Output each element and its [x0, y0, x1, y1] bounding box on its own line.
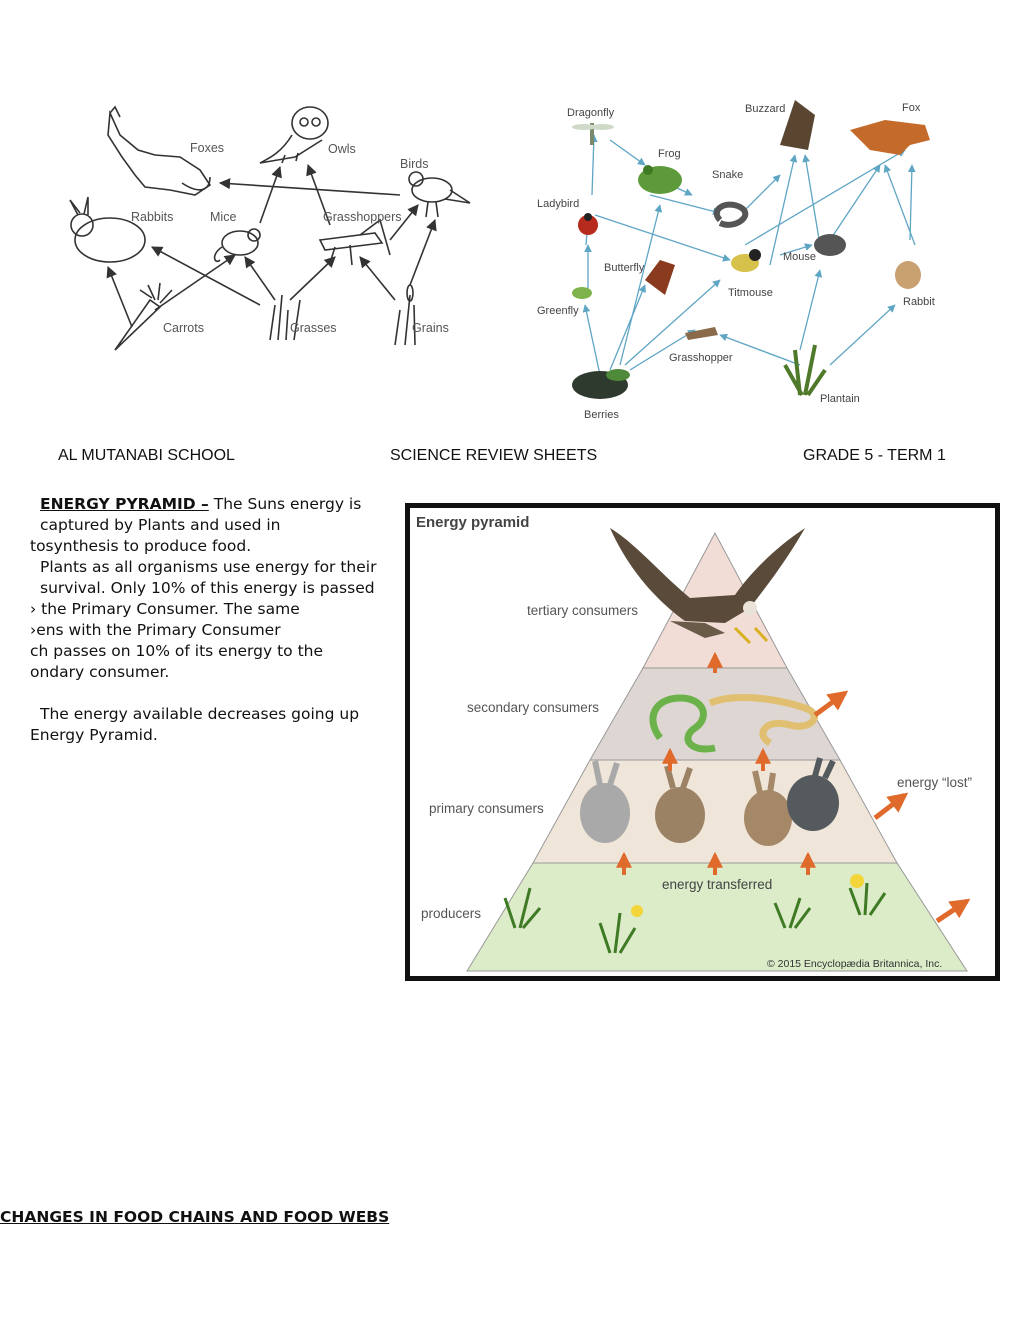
butterfly-icon: [645, 260, 675, 295]
label-plantain: Plantain: [820, 393, 860, 405]
bird-drawing: [409, 172, 470, 217]
mouse-drawing: [215, 229, 260, 261]
food-web-complex: [530, 95, 950, 430]
label-dragonfly: Dragonfly: [567, 107, 615, 119]
label-producers: producers: [421, 906, 482, 921]
label-owls: Owls: [328, 142, 356, 156]
label-frog: Frog: [658, 148, 681, 160]
label-berries: Berries: [584, 409, 619, 421]
label-rabbits: Rabbits: [131, 210, 174, 224]
label-mice: Mice: [210, 210, 237, 224]
label-foxes: Foxes: [190, 141, 225, 155]
copyright-credit: © 2015 Encyclopædia Britannica, Inc.: [767, 958, 943, 970]
school-name: AL MUTANABI SCHOOL: [58, 447, 235, 464]
pyramid-title: Energy pyramid: [416, 514, 530, 531]
energy-pyramid-text: ENERGY PYRAMID – The Suns energy is captured by Plants and used in tosynthesis to produce food. Plants as all organisms use energy for their survival. Only 10% of this energy is passed › the Primary Consumer. The same ›ens with the Primary Consumer ch passes on 10% of its energy to the ondary consumer. The energy available decreases going up Energy Pyramid.: [30, 495, 377, 744]
plantain-icon: [785, 345, 825, 395]
label-buzzard: Buzzard: [745, 103, 786, 115]
label-grasshopper: Grasshopper: [669, 352, 733, 364]
titmouse-icon: [731, 249, 761, 272]
label-energy-transferred: energy transferred: [662, 877, 773, 892]
fox-icon: [850, 120, 930, 155]
label-titmouse: Titmouse: [728, 287, 773, 299]
label-primary: primary consumers: [429, 801, 544, 816]
grasshopper-drawing: [320, 220, 390, 265]
rabbit-drawing: [70, 197, 145, 262]
frog-icon: [638, 165, 682, 194]
label-snake: Snake: [712, 169, 744, 181]
mouse-icon: [814, 234, 846, 256]
section-heading: CHANGES IN FOOD CHAINS AND FOOD WEBS: [0, 1208, 390, 1226]
label-mouse: Mouse: [783, 251, 817, 263]
carrot-drawing: [115, 283, 172, 350]
energy-heading: ENERGY PYRAMID –: [40, 495, 209, 513]
dragonfly-icon: [572, 123, 614, 145]
owl-drawing: [260, 107, 328, 163]
label-greenfly: Greenfly: [537, 305, 579, 317]
subject-title: SCIENCE REVIEW SHEETS: [390, 447, 598, 464]
label-rabbit: Rabbit: [903, 296, 935, 308]
label-grasses: Grasses: [290, 321, 337, 335]
label-butterfly: Butterfly: [604, 262, 645, 274]
flower-icon: [631, 905, 643, 917]
label-birds: Birds: [400, 157, 429, 171]
ladybird-icon: [578, 213, 598, 235]
snake-icon: [717, 205, 746, 225]
label-grasshoppers: Grasshoppers: [323, 210, 402, 224]
label-ladybird: Ladybird: [537, 198, 580, 210]
web1-arrows: [108, 165, 435, 327]
greenfly-icon: [572, 287, 592, 299]
label-tertiary: tertiary consumers: [527, 603, 639, 618]
energy-pyramid-diagram: [405, 503, 1000, 981]
grasshopper-icon: [685, 327, 718, 340]
grain-drawing: [395, 285, 415, 345]
label-fox: Fox: [902, 102, 921, 114]
berries-icon: [572, 369, 630, 399]
rabbit-icon: [895, 261, 921, 289]
label-carrots: Carrots: [163, 321, 204, 335]
flower-icon: [850, 874, 864, 888]
label-grains: Grains: [412, 321, 449, 335]
food-web-simple: [60, 95, 480, 365]
label-secondary: secondary consumers: [467, 700, 600, 715]
label-energy-lost: energy “lost”: [897, 775, 973, 790]
grade-term: GRADE 5 - TERM 1: [803, 447, 946, 464]
